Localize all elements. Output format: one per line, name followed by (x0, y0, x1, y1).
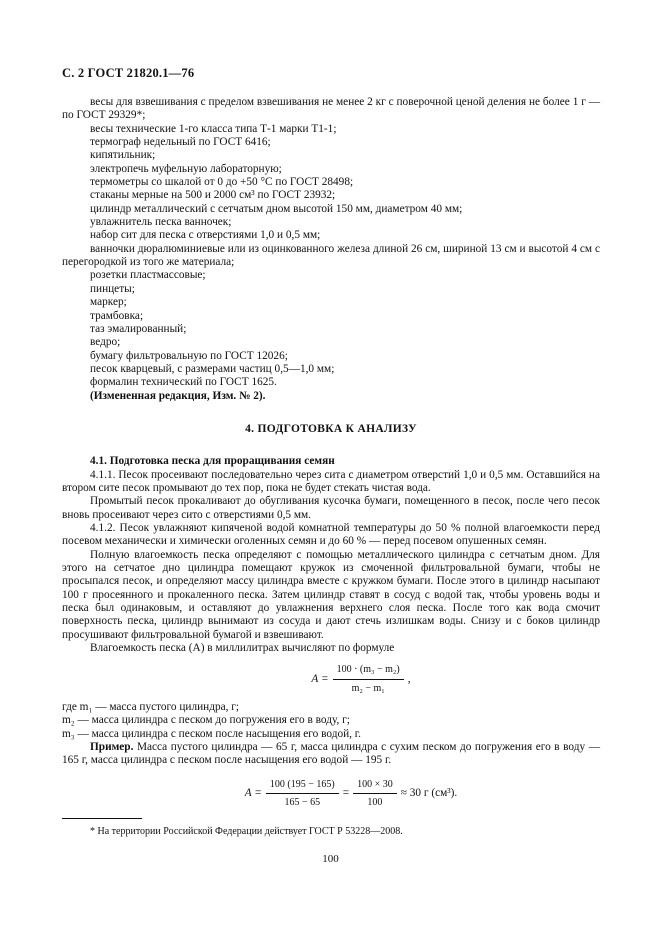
equipment-item: пинцеты; (90, 282, 135, 295)
equipment-item: термометры со шкалой от 0 до +50 °С по ГОСТ 28498; (90, 176, 354, 189)
where-line: где m₁ — масса пустого цилиндра, г; (62, 701, 240, 714)
equipment-item: набор сит для песка с отверстиями 1,0 и 0,5 мм; (90, 229, 321, 242)
equipment-item: песок кварцевый, с размерами частиц 0,5—1,0 мм; (90, 362, 335, 375)
example-numerator-2: 100 × 30 (353, 778, 397, 794)
footnote-divider (62, 818, 142, 819)
equipment-list (62, 96, 600, 390)
equipment-item: розетки пластмассовые; (90, 269, 206, 282)
example-result: ≈ 30 г (см³). (400, 786, 458, 799)
equipment-item: ванночки дюралюминиевые или из оцинкованного железа длиной 26 см, шириной 13 см и высотой 4 см с перегородкой из того же материала; (62, 242, 600, 269)
example-fraction-2 (353, 778, 397, 810)
equipment-item: стаканы мерные на 500 и 2000 см³ по ГОСТ 23932; (90, 189, 336, 202)
formula-lhs: A = (311, 672, 329, 685)
example-text: Масса пустого цилиндра — 65 г, масса цилиндра с сухим песком до погружения его в воду — 165 г, масса цилиндра с песком после насыщения его водой — 195 г. (62, 741, 600, 767)
where-line: m₃ — масса цилиндра с песком после насыщения его водой, г. (62, 727, 361, 740)
amendment-note: (Измененная редакция, Изм. № 2). (90, 389, 266, 402)
example-denominator-2: 100 (367, 797, 383, 809)
formula-denominator: m₂ − m₁ (351, 682, 385, 694)
page-header: С. 2 ГОСТ 21820.1—76 (62, 66, 195, 80)
example-lhs: A = (244, 786, 262, 799)
section-title: 4. ПОДГОТОВКА К АНАЛИЗУ (245, 422, 417, 435)
equipment-item: цилиндр металлический с сетчатым дном высотой 150 мм, диаметром 40 мм; (90, 202, 463, 215)
equipment-item: маркер; (90, 296, 127, 309)
equipment-item: ведро; (90, 336, 121, 349)
equipment-item: увлажнитель песка ванночек; (90, 216, 232, 229)
formula-intro: Влагоемкость песка (А) в миллилитрах вычисляют по формуле (90, 642, 395, 655)
formula-tail: , (407, 672, 411, 685)
example-label: Пример. (90, 741, 134, 754)
example-denominator-1: 165 − 65 (284, 797, 321, 809)
formula-fraction (333, 663, 404, 695)
equipment-item: весы технические 1-го класса типа Т-1 марки Т1-1; (90, 122, 337, 135)
equipment-item: таз эмалированный; (90, 322, 187, 335)
footnote: * На территории Российской Федерации действует ГОСТ Р 53228—2008. (90, 826, 403, 837)
example-formula (102, 778, 600, 810)
equipment-item: трамбовка; (90, 309, 144, 322)
where-line: m₂ — масса цилиндра с песком до погружения его в воду, г; (62, 714, 350, 727)
example-fraction-1 (266, 778, 339, 810)
paragraph: Полную влагоемкость песка определяют с помощью металлического цилиндра с сетчатым дном. Для этого на сетчатое дно цилиндра помещают кружок из смоченной фильтровальной бумаги, чтобы не просыпался песок, и определяют массу цилиндра вместе с кружком бумаги. После этого в цилиндр насыпают 100 г просеянного и прокаленного песка. Затем цилиндр ставят в сосуд с водой так, чтобы уровень воды и песка был одинаковым, и оставляют до увлажнения верхнего слоя песка. После того как вода смочит поверхность песка, цилиндр вынимают из сосуда и дают стечь излишкам воды. Снизу и с боков цилиндр просушивают фильтровальной бумагой и взвешивают. (62, 548, 600, 641)
equipment-item: бумагу фильтровальную по ГОСТ 12026; (90, 349, 288, 362)
equipment-item: кипятильник; (90, 149, 156, 162)
document-body (62, 96, 600, 816)
paragraph: 4.1.2. Песок увлажняют кипяченой водой комнатной температуры до 50 % полной влагоемкости перед посевом механически и химически оголенных семян и до 60 % — перед посевом опушенных семян. (62, 521, 600, 548)
page-number: 100 (322, 853, 339, 865)
formula-numerator: 100 · (m₃ − m₂) (333, 663, 404, 679)
subsection-title: 4.1. Подготовка песка для проращивания семян (90, 455, 335, 468)
paragraph: Промытый песок прокаливают до обугливания кусочка бумаги, помещенного в песок, после чего песок вновь просеивают через сито с отверстиями 0,5 мм. (62, 495, 600, 521)
equipment-item: электропечь муфельную лабораторную; (90, 162, 282, 175)
example-equals: = (342, 786, 350, 799)
paragraph: 4.1.1. Песок просеивают последовательно через сита с диаметром отверстий 1,0 и 0,5 мм. Оставшийся на втором сите песок промывают до тех пор, пока не будет стекать чистая вода. (62, 468, 600, 494)
example-paragraph (62, 741, 600, 768)
moisture-formula (122, 663, 600, 695)
equipment-item: формалин технический по ГОСТ 1625. (90, 376, 277, 389)
equipment-item: термограф недельный по ГОСТ 6416; (90, 136, 271, 149)
example-numerator-1: 100 (195 − 165) (266, 778, 339, 794)
equipment-item: весы для взвешивания с пределом взвешивания не менее 2 кг с поверочной ценой деления не более 1 г — по ГОСТ 29329*; (62, 96, 600, 122)
